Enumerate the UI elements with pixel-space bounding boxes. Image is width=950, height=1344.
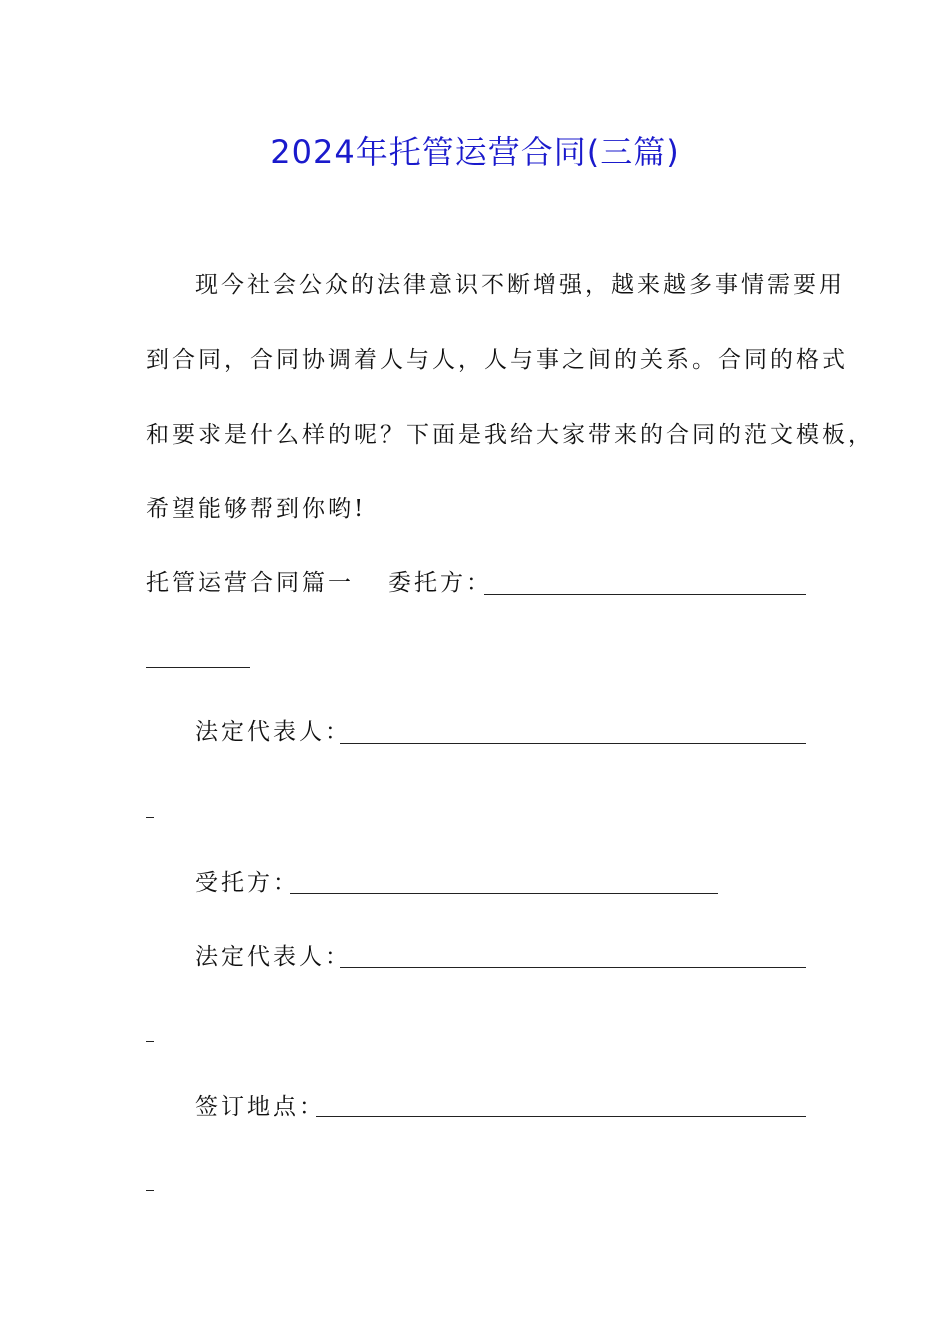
intro-line-3: 和要求是什么样的呢？下面是我给大家带来的合同的范文模板， — [146, 422, 874, 448]
signing-place-label: 签订地点： — [195, 1094, 325, 1120]
legal-rep-1-blank-line — [340, 743, 806, 744]
section-heading: 托管运营合同篇一 — [146, 570, 354, 596]
legal-rep-2-blank-line-continued — [146, 1041, 154, 1042]
signing-place-blank-line — [316, 1116, 806, 1117]
intro-line-2: 到合同，合同协调着人与人，人与事之间的关系。合同的格式 — [146, 347, 848, 373]
entrustor-label: 委托方： — [388, 570, 492, 596]
legal-rep-2-blank-line — [340, 967, 806, 968]
trustee-blank-line — [290, 893, 718, 894]
trustee-label: 受托方： — [195, 870, 299, 896]
legal-rep-2-label: 法定代表人： — [195, 944, 351, 970]
entrustor-blank-line-continued — [146, 667, 250, 668]
document-title: 2024年托管运营合同(三篇) — [270, 133, 680, 171]
intro-line-4: 希望能够帮到你哟! — [146, 496, 367, 522]
intro-line-1: 现今社会公众的法律意识不断增强，越来越多事情需要用 — [195, 272, 845, 298]
legal-rep-1-label: 法定代表人： — [195, 719, 351, 745]
signing-place-blank-line-continued — [146, 1190, 154, 1191]
entrustor-blank-line — [484, 594, 806, 595]
legal-rep-1-blank-line-continued — [146, 817, 154, 818]
